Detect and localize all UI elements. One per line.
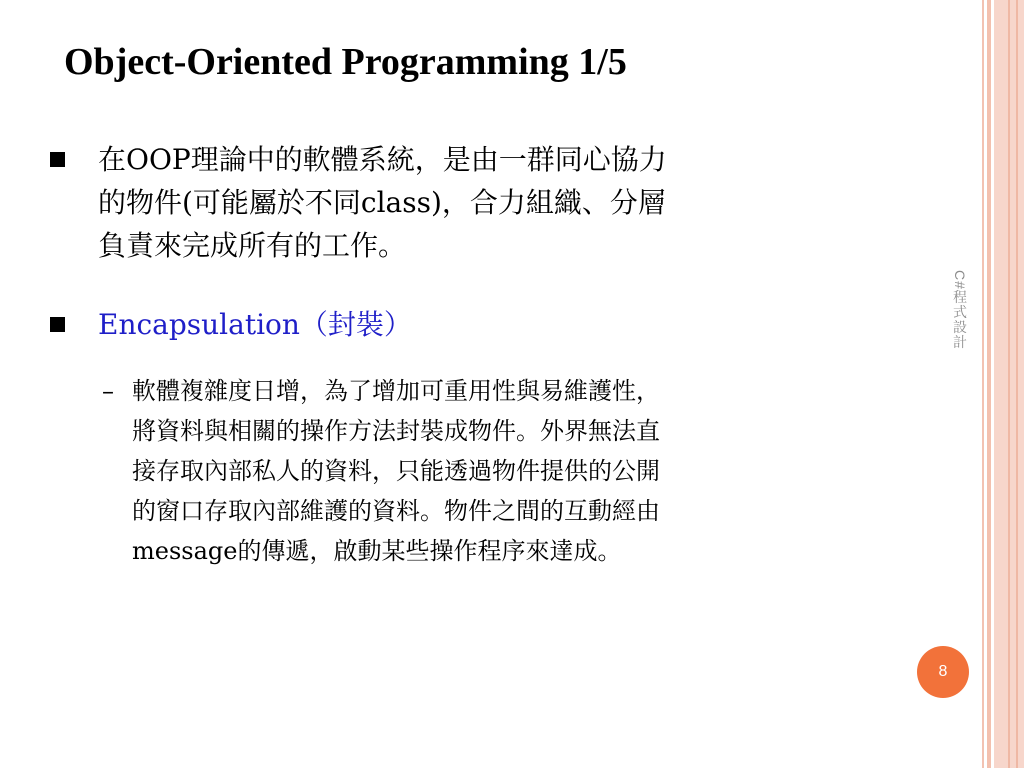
subbullet-line: 的窗口存取內部維護的資料。物件之間的互動經由: [132, 497, 660, 525]
page-number-badge: 8: [917, 646, 969, 698]
decor-stripe: [982, 0, 984, 768]
square-bullet-icon: [50, 317, 65, 332]
bullet-line: 在OOP理論中的軟體系統，是由一群同心協力: [98, 143, 667, 176]
decor-stripe: [1016, 0, 1018, 768]
slide-title: Object-Oriented Programming 1/5: [64, 41, 627, 83]
bullet-line: 負責來完成所有的工作。: [98, 229, 407, 262]
subbullet-line: message的傳遞，啟動某些操作程序來達成。: [132, 537, 622, 565]
subbullet-line: 將資料與相關的操作方法封裝成物件。外界無法直: [132, 417, 660, 445]
dash-bullet-icon: –: [102, 377, 114, 405]
subbullet-line: 接存取內部私人的資料，只能透過物件提供的公開: [132, 457, 660, 485]
subbullet-text: [132, 371, 660, 571]
bullet-text: Encapsulation（封裝）: [98, 308, 412, 341]
bullet-line: 的物件(可能屬於不同class)，合力組織、分層: [98, 186, 666, 219]
square-bullet-icon: [50, 152, 65, 167]
subbullet-line: 軟體複雜度日增，為了增加可重用性與易維護性，: [132, 377, 660, 405]
decor-stripe: [1008, 0, 1010, 768]
bullet-text: [98, 138, 667, 267]
decor-stripe: [987, 0, 991, 768]
course-label: C#程式設計: [952, 270, 968, 350]
